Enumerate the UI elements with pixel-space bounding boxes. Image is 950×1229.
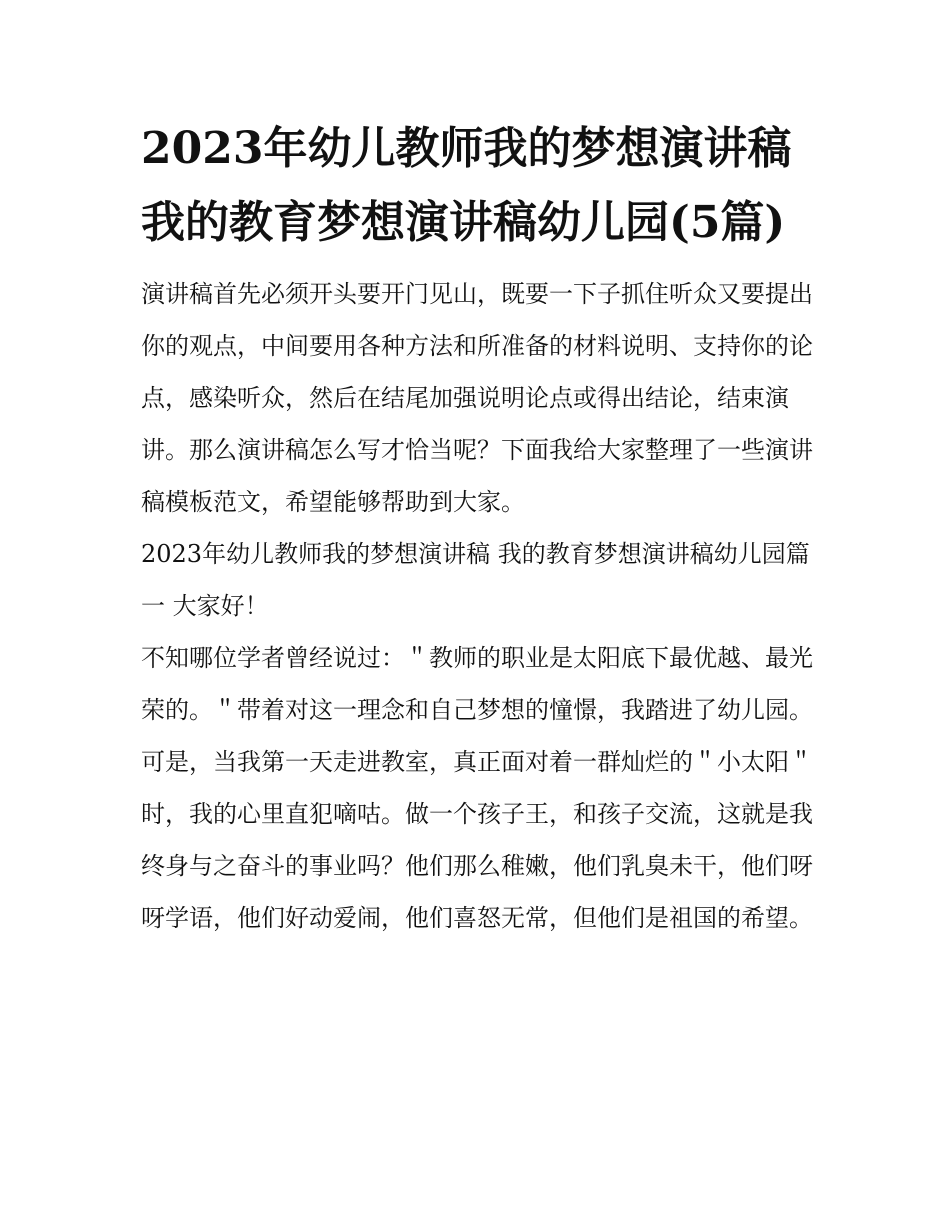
quote-paragraph: 不知哪位学者曾经说过：＂教师的职业是太阳底下最优越、最光荣的。＂带着对这一理念和自己梦想的憧憬，我踏进了幼儿园。 [141,644,813,724]
body-paragraph: 可是，当我第一天走进教室，真正面对着一群灿烂的＂小太阳＂时，我的心里直犯嘀咕。做一个孩子王，和孩子交流，这就是我终身与之奋斗的事业吗？他们那么稚嫩，他们乳臭未干，他们呀呀学语，他们好动爱闹，他们喜怒无常，但他们是祖国的希望。 [141,748,813,932]
document-body [141,112,821,944]
document-title: 2023年幼儿教师我的梦想演讲稿 我的教育梦想演讲稿幼儿园(5篇) [141,123,792,248]
intro-paragraph: 演讲稿首先必须开头要开门见山，既要一下子抓住听众又要提出你的观点，中间要用各种方法和所准备的材料说明、支持你的论点，感染听众，然后在结尾加强说明论点或得出结论，结束演讲。那么演讲稿怎么写才恰当呢？下面我给大家整理了一些演讲稿模板范文，希望能够帮助到大家。 [141,280,813,516]
section-heading-paragraph: 2023年幼儿教师我的梦想演讲稿 我的教育梦想演讲稿幼儿园篇一 大家好！ [141,540,810,620]
